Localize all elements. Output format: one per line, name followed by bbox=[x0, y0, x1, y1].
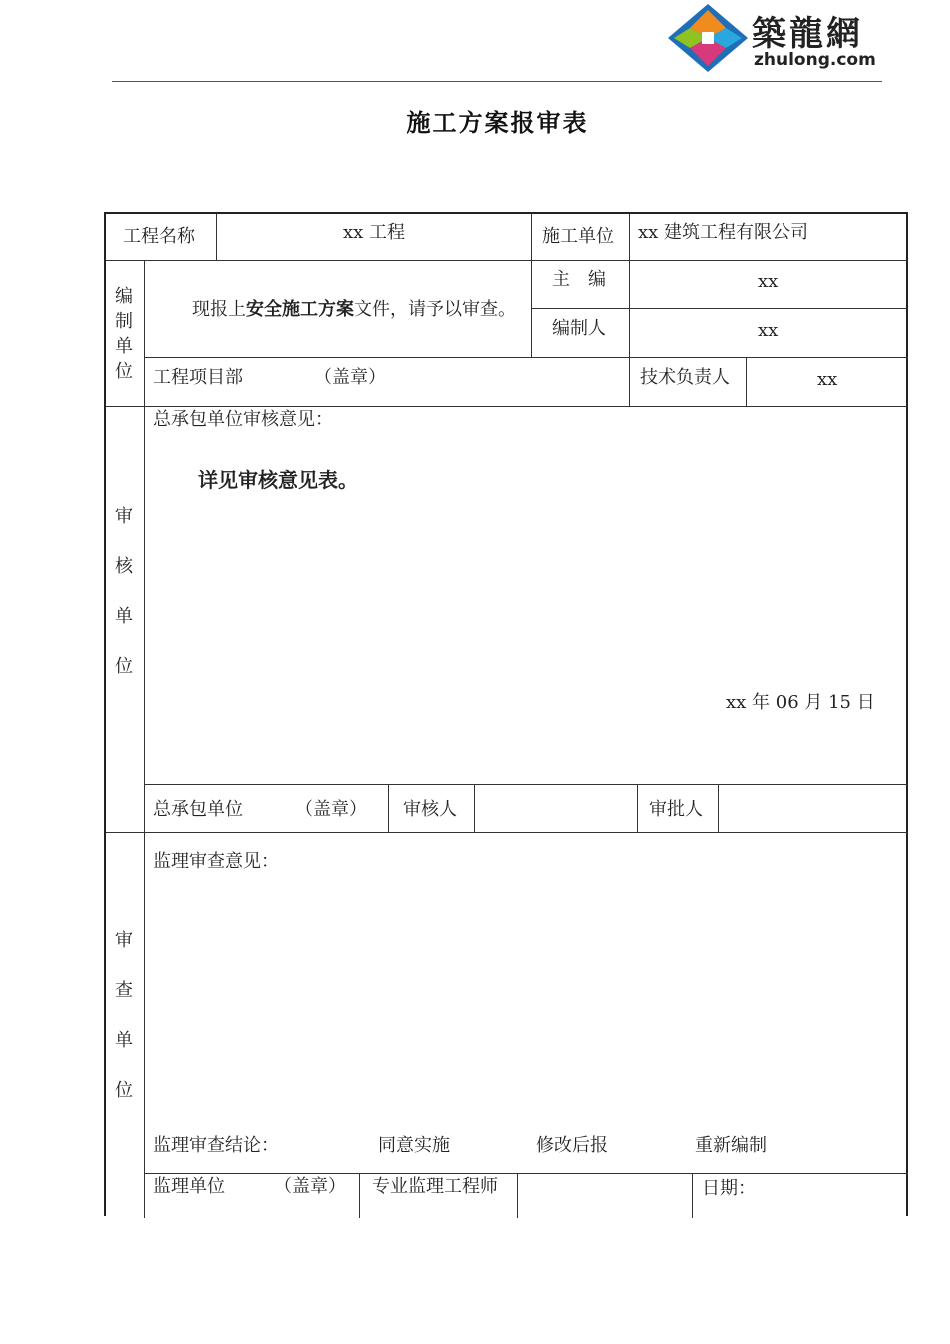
col-divider bbox=[474, 784, 475, 832]
contractor-value: xx 建筑工程有限公司 bbox=[638, 222, 809, 243]
col-divider bbox=[718, 784, 719, 832]
logo-chinese-text: 築龍網 bbox=[752, 14, 863, 54]
approver-label: 审批人 bbox=[649, 799, 703, 820]
review-opinion-text: 详见审核意见表。 bbox=[198, 468, 358, 492]
option-recompile[interactable]: 重新编制 bbox=[695, 1135, 767, 1156]
supervision-unit-label: 监理单位 bbox=[153, 1176, 225, 1197]
side-col-divider bbox=[144, 260, 145, 1218]
submission-text: 现报上安全施工方案文件，请予以审查。 bbox=[192, 299, 516, 320]
tech-lead-label: 技术负责人 bbox=[640, 367, 730, 388]
row-divider bbox=[531, 308, 908, 309]
inspection-opinion-label: 监理审查意见： bbox=[153, 851, 279, 872]
compile-unit-side-label: 编 制 单 位 bbox=[115, 286, 133, 382]
contractor-label: 施工单位 bbox=[542, 226, 614, 247]
review-opinion-label: 总承包单位审核意见： bbox=[153, 409, 333, 430]
row-divider bbox=[106, 260, 908, 261]
seal-note: （盖章） bbox=[274, 1176, 346, 1197]
row-divider bbox=[106, 832, 908, 833]
col-divider bbox=[637, 784, 638, 832]
chief-editor-value: xx bbox=[758, 271, 779, 292]
col-divider bbox=[692, 1173, 693, 1218]
inspection-conclusion-label: 监理审查结论： bbox=[153, 1135, 279, 1156]
option-approve[interactable]: 同意实施 bbox=[378, 1135, 450, 1156]
plan-name: 安全施工方案 bbox=[246, 299, 354, 320]
general-contractor-label: 总承包单位 bbox=[153, 799, 243, 820]
date-label: 日期： bbox=[702, 1178, 756, 1199]
seal-note: （盖章） bbox=[295, 799, 367, 820]
row-divider bbox=[144, 784, 908, 785]
option-revise-resubmit[interactable]: 修改后报 bbox=[536, 1135, 608, 1156]
chief-editor-label: 主 编 bbox=[552, 269, 606, 290]
seal-note: （盖章） bbox=[314, 367, 386, 388]
row-divider bbox=[144, 1173, 908, 1174]
col-divider bbox=[746, 357, 747, 406]
col-divider bbox=[216, 214, 217, 260]
inspection-unit-side-label: 审 查 单 位 bbox=[115, 930, 133, 1101]
compiler-label: 编制人 bbox=[552, 318, 606, 339]
review-date: xx 年 06 月 15 日 bbox=[726, 692, 875, 713]
project-name-label: 工程名称 bbox=[123, 226, 195, 247]
header-rule bbox=[112, 81, 882, 82]
col-divider bbox=[517, 1173, 518, 1218]
project-name-value: xx 工程 bbox=[343, 222, 406, 243]
logo-url-text: zhulong.com bbox=[754, 50, 876, 70]
col-divider bbox=[531, 214, 532, 357]
logo-diamond-icon bbox=[668, 4, 748, 72]
supervising-engineer-label: 专业监理工程师 bbox=[372, 1176, 498, 1197]
tech-lead-value: xx bbox=[817, 369, 838, 390]
reviewer-label: 审核人 bbox=[403, 799, 457, 820]
zhulong-logo bbox=[668, 4, 882, 72]
page-title: 施工方案报审表 bbox=[406, 108, 589, 137]
compiler-value: xx bbox=[758, 320, 779, 341]
row-divider bbox=[106, 406, 908, 407]
project-dept-label: 工程项目部 bbox=[153, 367, 243, 388]
col-divider bbox=[388, 784, 389, 832]
col-divider bbox=[359, 1173, 360, 1218]
row-divider bbox=[144, 357, 908, 358]
approval-form bbox=[104, 212, 908, 1216]
col-divider bbox=[629, 214, 630, 406]
review-unit-side-label: 审 核 单 位 bbox=[115, 506, 133, 677]
